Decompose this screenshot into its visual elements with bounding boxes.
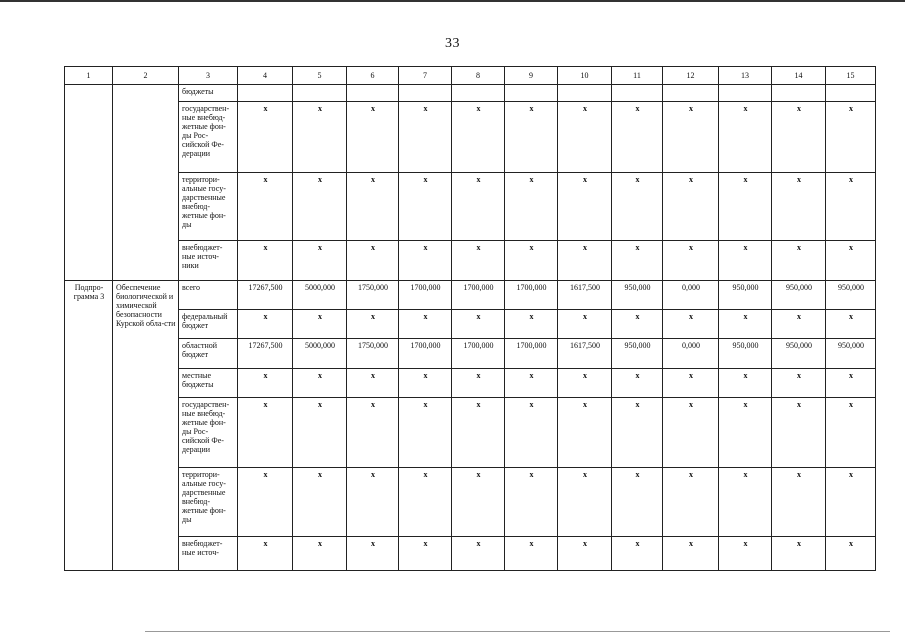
value-cell: x bbox=[826, 468, 876, 537]
subprogram-name: Обеспечение биологической и химической безопасности Курской обла-сти bbox=[113, 281, 179, 571]
value-cell: x bbox=[452, 310, 505, 339]
subprogram-number: Подпро-грамма 3 bbox=[65, 281, 113, 571]
value-cell: x bbox=[452, 173, 505, 241]
value-cell: x bbox=[558, 102, 612, 173]
value-cell: 1750,000 bbox=[347, 281, 399, 310]
value-cell: x bbox=[772, 102, 826, 173]
value-cell: x bbox=[452, 468, 505, 537]
value-cell: x bbox=[238, 537, 293, 571]
value-cell bbox=[663, 85, 719, 102]
column-number-header: 15 bbox=[826, 67, 876, 85]
value-cell: 950,000 bbox=[772, 281, 826, 310]
value-cell: x bbox=[826, 241, 876, 281]
funding-source-label: федеральный бюджет bbox=[179, 310, 238, 339]
value-cell: x bbox=[452, 369, 505, 398]
value-cell: x bbox=[612, 241, 663, 281]
value-cell: x bbox=[347, 241, 399, 281]
value-cell: x bbox=[238, 369, 293, 398]
value-cell: x bbox=[399, 310, 452, 339]
funding-source-label: внебюджет-ные источ- bbox=[179, 537, 238, 571]
column-number-header: 3 bbox=[179, 67, 238, 85]
value-cell: x bbox=[719, 310, 772, 339]
table-row bbox=[65, 173, 876, 241]
value-cell: 17267,500 bbox=[238, 339, 293, 369]
value-cell: x bbox=[293, 537, 347, 571]
column-number-header: 12 bbox=[663, 67, 719, 85]
value-cell: 950,000 bbox=[719, 339, 772, 369]
value-cell: x bbox=[238, 102, 293, 173]
value-cell: x bbox=[293, 398, 347, 468]
value-cell: x bbox=[663, 241, 719, 281]
value-cell: x bbox=[399, 241, 452, 281]
value-cell: 1700,000 bbox=[505, 339, 558, 369]
value-cell bbox=[612, 85, 663, 102]
value-cell: 1617,500 bbox=[558, 339, 612, 369]
value-cell: x bbox=[293, 310, 347, 339]
value-cell: x bbox=[399, 398, 452, 468]
value-cell: x bbox=[452, 241, 505, 281]
value-cell: x bbox=[452, 537, 505, 571]
value-cell bbox=[772, 85, 826, 102]
value-cell: 950,000 bbox=[612, 339, 663, 369]
value-cell: x bbox=[347, 537, 399, 571]
column-number-header: 14 bbox=[772, 67, 826, 85]
value-cell: x bbox=[238, 241, 293, 281]
value-cell: x bbox=[663, 310, 719, 339]
value-cell bbox=[238, 85, 293, 102]
column-number-header: 13 bbox=[719, 67, 772, 85]
value-cell: x bbox=[772, 310, 826, 339]
column-number-header: 4 bbox=[238, 67, 293, 85]
value-cell: 950,000 bbox=[826, 281, 876, 310]
value-cell bbox=[399, 85, 452, 102]
funding-source-label: внебюджет-ные источ-ники bbox=[179, 241, 238, 281]
value-cell: 1617,500 bbox=[558, 281, 612, 310]
table-row bbox=[65, 398, 876, 468]
value-cell: x bbox=[558, 173, 612, 241]
table-row bbox=[65, 102, 876, 173]
value-cell: x bbox=[505, 468, 558, 537]
value-cell: 17267,500 bbox=[238, 281, 293, 310]
budget-table bbox=[64, 66, 876, 571]
column-number-header: 9 bbox=[505, 67, 558, 85]
value-cell: x bbox=[558, 537, 612, 571]
value-cell: x bbox=[772, 369, 826, 398]
value-cell: x bbox=[826, 369, 876, 398]
value-cell: x bbox=[772, 468, 826, 537]
table-row bbox=[65, 537, 876, 571]
value-cell: x bbox=[612, 537, 663, 571]
value-cell: x bbox=[719, 468, 772, 537]
table-row bbox=[65, 241, 876, 281]
empty-cell-col2 bbox=[113, 85, 179, 281]
value-cell bbox=[826, 85, 876, 102]
column-number-header: 5 bbox=[293, 67, 347, 85]
value-cell: x bbox=[399, 537, 452, 571]
value-cell: x bbox=[612, 173, 663, 241]
column-number-header: 10 bbox=[558, 67, 612, 85]
value-cell: x bbox=[558, 468, 612, 537]
value-cell: x bbox=[826, 537, 876, 571]
value-cell: x bbox=[719, 537, 772, 571]
value-cell: x bbox=[399, 369, 452, 398]
value-cell: 950,000 bbox=[772, 339, 826, 369]
value-cell: x bbox=[719, 398, 772, 468]
value-cell: x bbox=[558, 310, 612, 339]
column-number-header: 8 bbox=[452, 67, 505, 85]
column-number-header: 7 bbox=[399, 67, 452, 85]
value-cell: x bbox=[826, 102, 876, 173]
bottom-scan-line bbox=[145, 631, 890, 632]
value-cell: 1700,000 bbox=[452, 339, 505, 369]
value-cell: 1750,000 bbox=[347, 339, 399, 369]
value-cell: x bbox=[505, 537, 558, 571]
value-cell: x bbox=[663, 173, 719, 241]
funding-source-label: всего bbox=[179, 281, 238, 310]
value-cell: x bbox=[347, 369, 399, 398]
value-cell: x bbox=[293, 468, 347, 537]
value-cell: x bbox=[826, 310, 876, 339]
value-cell: x bbox=[238, 398, 293, 468]
value-cell: x bbox=[663, 398, 719, 468]
value-cell: 1700,000 bbox=[505, 281, 558, 310]
value-cell: x bbox=[347, 468, 399, 537]
value-cell: x bbox=[663, 468, 719, 537]
value-cell: x bbox=[505, 102, 558, 173]
value-cell: x bbox=[826, 173, 876, 241]
value-cell: x bbox=[772, 241, 826, 281]
value-cell: 1700,000 bbox=[399, 339, 452, 369]
value-cell: x bbox=[452, 398, 505, 468]
value-cell: 1700,000 bbox=[399, 281, 452, 310]
value-cell: x bbox=[612, 398, 663, 468]
funding-source-label: государствен-ные внебюд-жетные фон-ды Рос-сийской Фе-дерации bbox=[179, 102, 238, 173]
value-cell: 5000,000 bbox=[293, 339, 347, 369]
value-cell: x bbox=[347, 310, 399, 339]
value-cell: x bbox=[772, 173, 826, 241]
value-cell: x bbox=[558, 398, 612, 468]
table-row bbox=[65, 310, 876, 339]
value-cell: x bbox=[719, 173, 772, 241]
value-cell: x bbox=[347, 398, 399, 468]
value-cell: x bbox=[347, 102, 399, 173]
value-cell: x bbox=[558, 241, 612, 281]
value-cell: x bbox=[399, 102, 452, 173]
value-cell: x bbox=[293, 173, 347, 241]
column-number-header: 2 bbox=[113, 67, 179, 85]
column-number-header: 11 bbox=[612, 67, 663, 85]
value-cell: x bbox=[293, 369, 347, 398]
value-cell: x bbox=[612, 102, 663, 173]
table-row bbox=[65, 85, 876, 102]
funding-source-label: местные бюджеты bbox=[179, 369, 238, 398]
funding-source-label: территори-альные госу-дарственные внебюд-жетные фон-ды bbox=[179, 468, 238, 537]
value-cell: x bbox=[238, 310, 293, 339]
value-cell: x bbox=[293, 241, 347, 281]
value-cell: x bbox=[399, 173, 452, 241]
value-cell bbox=[452, 85, 505, 102]
funding-source-label: территори-альные госу-дарственные внебюд-жетные фон-ды bbox=[179, 173, 238, 241]
value-cell: 950,000 bbox=[612, 281, 663, 310]
top-border-line bbox=[0, 0, 905, 2]
value-cell bbox=[505, 85, 558, 102]
value-cell: x bbox=[719, 241, 772, 281]
value-cell: x bbox=[238, 468, 293, 537]
value-cell: 950,000 bbox=[826, 339, 876, 369]
value-cell: x bbox=[293, 102, 347, 173]
value-cell: x bbox=[663, 537, 719, 571]
value-cell: x bbox=[505, 173, 558, 241]
value-cell: x bbox=[505, 310, 558, 339]
value-cell: 950,000 bbox=[719, 281, 772, 310]
column-number-header: 6 bbox=[347, 67, 399, 85]
value-cell: x bbox=[399, 468, 452, 537]
value-cell: x bbox=[612, 310, 663, 339]
value-cell bbox=[719, 85, 772, 102]
column-number-header: 1 bbox=[65, 67, 113, 85]
value-cell bbox=[558, 85, 612, 102]
value-cell: x bbox=[452, 102, 505, 173]
value-cell: x bbox=[505, 398, 558, 468]
value-cell: x bbox=[663, 369, 719, 398]
value-cell: x bbox=[238, 173, 293, 241]
value-cell: x bbox=[772, 537, 826, 571]
value-cell: 5000,000 bbox=[293, 281, 347, 310]
value-cell: x bbox=[663, 102, 719, 173]
table-row bbox=[65, 281, 876, 310]
table-row bbox=[65, 468, 876, 537]
value-cell: x bbox=[719, 369, 772, 398]
value-cell: x bbox=[558, 369, 612, 398]
value-cell: x bbox=[505, 241, 558, 281]
value-cell: x bbox=[505, 369, 558, 398]
value-cell: x bbox=[719, 102, 772, 173]
funding-source-label: государствен-ные внебюд-жетные фон-ды Рос-сийской Фе-дерации bbox=[179, 398, 238, 468]
funding-source-label: бюджеты bbox=[179, 85, 238, 102]
value-cell: x bbox=[772, 398, 826, 468]
value-cell: 0,000 bbox=[663, 281, 719, 310]
value-cell bbox=[347, 85, 399, 102]
value-cell: x bbox=[612, 369, 663, 398]
value-cell: x bbox=[826, 398, 876, 468]
value-cell: x bbox=[347, 173, 399, 241]
table-row bbox=[65, 369, 876, 398]
value-cell: 1700,000 bbox=[452, 281, 505, 310]
value-cell: x bbox=[612, 468, 663, 537]
funding-source-label: областной бюджет bbox=[179, 339, 238, 369]
page-number: 33 bbox=[445, 36, 460, 51]
value-cell bbox=[293, 85, 347, 102]
table-header-row bbox=[65, 67, 876, 85]
empty-cell-col1 bbox=[65, 85, 113, 281]
value-cell: 0,000 bbox=[663, 339, 719, 369]
table-row bbox=[65, 339, 876, 369]
